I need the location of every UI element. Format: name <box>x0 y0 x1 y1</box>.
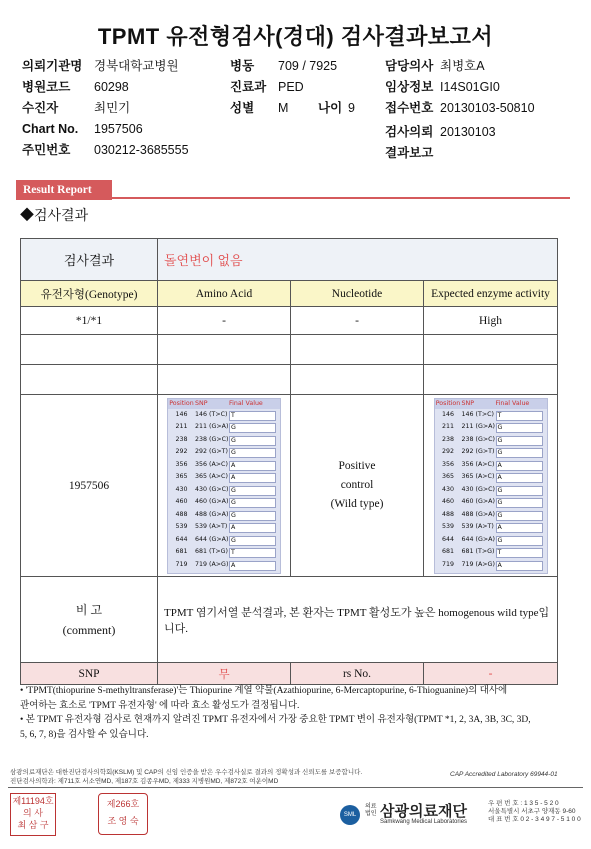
snp-row <box>168 559 280 572</box>
snp-label: SNP <box>21 663 158 685</box>
stamp1-line1: 제11194호 <box>12 796 54 806</box>
snp-position: 365 <box>175 473 188 480</box>
label-age: 나이 <box>318 101 343 115</box>
snp-position: 356 <box>441 460 455 468</box>
snp-panel-header <box>168 399 280 409</box>
snp-final-value: G <box>229 498 276 508</box>
snp-position: 719 <box>441 560 455 568</box>
snp-final-value: T <box>496 548 543 558</box>
snp-position: 211 <box>441 423 455 430</box>
org-english-name: Samkwang Medical Laboratories <box>380 819 468 825</box>
snp-final-value: A <box>229 461 276 471</box>
notes <box>20 684 531 742</box>
value-request-date: 20130103 <box>440 125 496 139</box>
org-small-label: 의료법인 <box>365 804 377 817</box>
label-request-date: 검사의뢰 <box>385 125 434 139</box>
header-amino-acid: Amino Acid <box>158 281 291 307</box>
snp-final-value: G <box>229 436 276 446</box>
section-title: ◆검사결과 <box>20 209 89 224</box>
snp-final-cell <box>229 509 280 522</box>
empty-cell <box>424 335 558 365</box>
snp-change: 539 (A>T) <box>195 523 228 530</box>
snp-final-cell <box>496 421 547 434</box>
result-report-bar <box>16 180 570 200</box>
snp-final-cell <box>496 521 547 534</box>
snp-final-value: A <box>496 473 543 483</box>
snp-panel-right-cell <box>424 395 558 577</box>
empty-cell <box>21 365 158 395</box>
value-institution: 경북대학교병원 <box>94 59 179 73</box>
snp-final-value: G <box>229 486 276 496</box>
snp-final-value: G <box>496 498 543 508</box>
snp-col-final: Final Value <box>495 399 530 407</box>
snp-change: 211 (G>A) <box>461 423 495 430</box>
snp-final-cell <box>496 409 547 422</box>
snp-change: 488 (G>A) <box>461 510 495 518</box>
nucleotide-value: - <box>291 307 424 335</box>
value-sex: M <box>278 101 289 115</box>
snp-final-cell <box>496 459 547 472</box>
positive-control-line2: control <box>340 479 374 491</box>
snp-col-position: Position <box>169 399 194 407</box>
snp-position: 238 <box>175 435 188 443</box>
header-genotype: 유전자형(Genotype) <box>21 281 158 307</box>
sml-logo-icon: SML <box>340 805 360 825</box>
snp-position: 430 <box>175 485 188 493</box>
snp-row <box>168 546 280 559</box>
snp-change: 681 (T>G) <box>195 548 228 555</box>
snp-final-value: A <box>229 473 276 483</box>
snp-change: 460 (G>A) <box>461 498 495 505</box>
snp-row <box>168 409 280 422</box>
snp-change: 681 (T>G) <box>461 548 495 555</box>
snp-final-cell <box>496 546 547 559</box>
snp-row <box>435 484 547 497</box>
header-col1 <box>22 56 189 161</box>
snp-row <box>168 471 280 484</box>
snp-row <box>435 496 547 509</box>
header-col3 <box>385 56 535 164</box>
comment-label-en: (comment) <box>62 622 116 637</box>
snp-row <box>168 446 280 459</box>
snp-panel-left-cell <box>158 395 291 577</box>
snp-row <box>435 559 547 572</box>
snp-change: 719 (A>G) <box>461 560 495 568</box>
snp-final-cell <box>229 471 280 484</box>
value-age: 9 <box>348 101 355 115</box>
snp-row <box>168 521 280 534</box>
footer-rule <box>8 787 583 788</box>
snp-panel-left <box>167 398 281 574</box>
snp-change: 356 (A>C) <box>195 460 228 468</box>
snp-row <box>168 534 280 547</box>
empty-cell <box>424 365 558 395</box>
snp-final-value: A <box>229 523 276 533</box>
address-line: 대 표 번 호 0 2 - 3 4 9 7 - 5 1 0 0 <box>488 816 581 823</box>
snp-row <box>435 534 547 547</box>
snp-final-cell <box>229 459 280 472</box>
snp-final-value: T <box>229 411 276 421</box>
note-line: 관여하는 효소로 'TPMT 유전자형' 에 따라 효소 활성도가 결정됩니다. <box>20 700 300 711</box>
comment-text: TPMT 염기서열 분석결과, 본 환자는 TPMT 활성도가 높은 homogenous wild type입니다. <box>158 577 558 663</box>
snp-change: 146 (T>C) <box>461 410 494 418</box>
snp-final-cell <box>496 509 547 522</box>
address-line: 우 편 번 호 : 1 3 5 - 5 2 0 <box>488 800 559 807</box>
snp-position: 644 <box>175 535 188 543</box>
result-table <box>20 238 558 685</box>
snp-change: 644 (G>A) <box>461 535 495 543</box>
snp-final-value: A <box>496 523 543 533</box>
snp-final-cell <box>229 496 280 509</box>
snp-col-snp: SNP <box>461 399 475 407</box>
footer-line1: 삼광의료재단은 대한진단검사의학회(KSLM) 및 CAP의 신임 인증을 받은 우수검사실로 결과의 정확성과 신뢰도를 보증합니다. <box>10 769 363 776</box>
report-title: TPMT 유전형검사(경대) 검사결과보고서 <box>97 24 494 49</box>
value-clinical-info: I14S01GI0 <box>440 80 500 94</box>
snp-row <box>168 509 280 522</box>
doctor-stamp-1 <box>10 793 56 836</box>
snp-final-cell <box>229 534 280 547</box>
org-name: 삼광의료재단 <box>380 803 467 820</box>
snp-final-value: A <box>496 461 543 471</box>
note-line: • 본 TPMT 유전자형 검사로 현재까지 알려진 TPMT 유전자에서 가장 중요한 TPMT 변이 유전자형(TPMT *1, 2, 3A, 3B, 3C, 3D, <box>20 715 531 725</box>
snp-row <box>168 434 280 447</box>
snp-row <box>435 509 547 522</box>
snp-col-final: Final Value <box>229 399 263 407</box>
snp-position: 460 <box>175 498 188 505</box>
stamp2-line2: 조 영 숙 <box>107 816 139 826</box>
snp-panel-right <box>434 398 548 574</box>
header-nucleotide: Nucleotide <box>291 281 424 307</box>
snp-final-value: G <box>496 511 543 521</box>
positive-control-cell <box>291 395 424 577</box>
snp-position: 430 <box>441 485 455 493</box>
snp-position: 146 <box>175 410 188 418</box>
empty-cell <box>291 365 424 395</box>
snp-change: 238 (G>C) <box>461 435 495 443</box>
snp-change: 292 (G>T) <box>195 448 228 455</box>
label-hospital-code: 병원코드 <box>22 80 71 94</box>
snp-change: 430 (G>C) <box>195 485 229 493</box>
snp-row <box>435 409 547 422</box>
snp-final-cell <box>496 434 547 447</box>
snp-position: 211 <box>175 423 188 430</box>
value-department: PED <box>278 80 304 94</box>
stamp1-line2: 의 사 <box>23 808 43 818</box>
header-col2 <box>230 56 355 119</box>
snp-final-value: A <box>229 561 276 571</box>
snp-row <box>435 521 547 534</box>
result-label-cell <box>21 239 158 281</box>
snp-final-cell <box>496 559 547 572</box>
enzyme-activity-value: High <box>424 307 558 335</box>
snp-change: 356 (A>C) <box>461 460 495 468</box>
snp-final-cell <box>496 534 547 547</box>
value-hospital-code: 60298 <box>94 80 129 94</box>
doctor-stamp-2 <box>98 793 148 835</box>
snp-position: 644 <box>441 535 455 543</box>
snp-change: 539 (A>T) <box>461 523 494 530</box>
snp-final-cell <box>229 421 280 434</box>
label-accession-no: 접수번호 <box>385 101 434 115</box>
header-enzyme-activity: Expected enzyme activity <box>424 281 558 307</box>
snp-change: 644 (G>A) <box>195 535 229 543</box>
snp-final-cell <box>496 496 547 509</box>
snp-change: 292 (G>T) <box>461 448 495 455</box>
snp-final-cell <box>229 521 280 534</box>
value-patient: 최민기 <box>94 101 131 115</box>
value-resident-no: 030212-3685555 <box>94 143 189 157</box>
result-report-tab: Result Report <box>16 180 112 200</box>
snp-position: 146 <box>441 410 455 418</box>
snp-position: 488 <box>441 510 455 518</box>
snp-change: 488 (G>A) <box>195 510 229 518</box>
snp-change: 460 (G>A) <box>195 498 229 505</box>
org-address <box>488 800 581 824</box>
snp-final-value: G <box>229 511 276 521</box>
snp-row <box>435 546 547 559</box>
result-label: 검사결과 <box>63 253 115 268</box>
snp-position: 365 <box>441 473 455 480</box>
value-chart-no: 1957506 <box>94 122 143 136</box>
positive-control-line3: (Wild type) <box>330 498 384 510</box>
cap-accreditation: CAP Accredited Laboratory 69944-01 <box>450 771 558 778</box>
snp-position: 681 <box>175 548 188 555</box>
positive-control-line1: Positive <box>338 460 376 472</box>
snp-final-cell <box>229 409 280 422</box>
snp-change: 238 (G>C) <box>195 435 229 443</box>
stamp1-line3: 최 삼 구 <box>17 820 49 830</box>
snp-final-value: A <box>496 561 543 571</box>
genotype-value: *1/*1 <box>21 307 158 335</box>
snp-position: 488 <box>175 510 188 518</box>
empty-cell <box>291 335 424 365</box>
snp-position: 238 <box>441 435 455 443</box>
label-patient: 수진자 <box>22 101 59 115</box>
label-institution: 의뢰기관명 <box>22 59 83 73</box>
rs-value: - <box>424 663 558 685</box>
snp-change: 430 (G>C) <box>461 485 495 493</box>
snp-final-cell <box>229 446 280 459</box>
snp-final-value: G <box>496 436 543 446</box>
snp-row <box>435 421 547 434</box>
result-value-cell <box>158 239 558 281</box>
snp-col-position: Position <box>435 399 461 407</box>
empty-cell <box>158 365 291 395</box>
address-line: 서울특별시 서초구 양재동 9-60 <box>488 808 576 815</box>
empty-cell <box>21 335 158 365</box>
value-ward: 709 / 7925 <box>278 59 338 73</box>
footer-text <box>10 768 430 786</box>
snp-final-cell <box>229 434 280 447</box>
snp-row <box>168 421 280 434</box>
snp-final-cell <box>229 484 280 497</box>
result-report-rule <box>112 197 570 199</box>
snp-final-value: T <box>496 411 543 421</box>
snp-position: 292 <box>441 448 455 455</box>
snp-row <box>435 459 547 472</box>
snp-value: 무 <box>158 663 291 685</box>
snp-row <box>435 446 547 459</box>
result-value: 돌연변이 없음 <box>164 253 243 268</box>
sample-id: 1957506 <box>21 395 158 577</box>
snp-position: 356 <box>175 460 188 468</box>
snp-position: 681 <box>441 548 455 555</box>
rs-label: rs No. <box>291 663 424 685</box>
snp-final-cell <box>496 484 547 497</box>
snp-final-cell <box>496 471 547 484</box>
snp-final-value: G <box>496 486 543 496</box>
snp-row <box>435 471 547 484</box>
snp-col-snp: SNP <box>195 399 208 407</box>
snp-panel-header <box>435 399 547 409</box>
snp-final-value: T <box>229 548 276 558</box>
empty-cell <box>158 335 291 365</box>
label-clinical-info: 임상정보 <box>385 80 434 94</box>
label-resident-no: 주민번호 <box>22 143 71 157</box>
snp-position: 460 <box>441 498 455 505</box>
snp-final-value: G <box>496 423 543 433</box>
snp-change: 365 (A>C) <box>461 473 495 480</box>
label-chart-no: Chart No. <box>22 122 79 136</box>
snp-row <box>168 484 280 497</box>
snp-position: 539 <box>441 523 455 530</box>
snp-final-value: G <box>496 448 543 458</box>
snp-row <box>435 434 547 447</box>
snp-change: 365 (A>C) <box>195 473 228 480</box>
snp-final-cell <box>229 546 280 559</box>
snp-change: 719 (A>G) <box>195 560 229 568</box>
snp-row <box>168 496 280 509</box>
snp-row <box>168 459 280 472</box>
snp-final-value: G <box>496 536 543 546</box>
snp-position: 719 <box>175 560 188 568</box>
note-line: 5, 6, 7, 8)을 검사할 수 있습니다. <box>20 729 149 740</box>
snp-position: 539 <box>175 523 188 530</box>
label-report-date: 결과보고 <box>385 146 434 160</box>
snp-final-cell <box>229 559 280 572</box>
value-doctor: 최병호A <box>440 59 485 73</box>
label-sex: 성별 <box>230 101 255 115</box>
snp-final-value: G <box>229 536 276 546</box>
snp-final-cell <box>496 446 547 459</box>
stamp2-line1: 제266호 <box>106 799 140 809</box>
label-department: 진료과 <box>230 80 267 94</box>
comment-label-cell <box>21 577 158 663</box>
comment-label: 비 고 <box>75 602 103 617</box>
snp-change: 146 (T>C) <box>195 410 228 418</box>
label-doctor: 담당의사 <box>385 59 434 73</box>
snp-final-value: G <box>229 448 276 458</box>
footer-line2: 진단검사의학과: 제711호 서소연MD, 제187호 김종우MD, 제333 지병원MD, 제872호 여운이MD <box>10 778 279 785</box>
amino-acid-value: - <box>158 307 291 335</box>
value-accession-no: 20130103-50810 <box>440 101 535 115</box>
snp-change: 211 (G>A) <box>195 423 229 430</box>
snp-final-value: G <box>229 423 276 433</box>
snp-position: 292 <box>175 448 188 455</box>
label-ward: 병동 <box>230 59 255 73</box>
note-line: • 'TPMT(thiopurine S-methyltransferase)'는 Thiopurine 계열 약물(Azathiopurine, 6-Mercaptopurine, 6-Thioguanine)의 대사에 <box>20 686 508 696</box>
